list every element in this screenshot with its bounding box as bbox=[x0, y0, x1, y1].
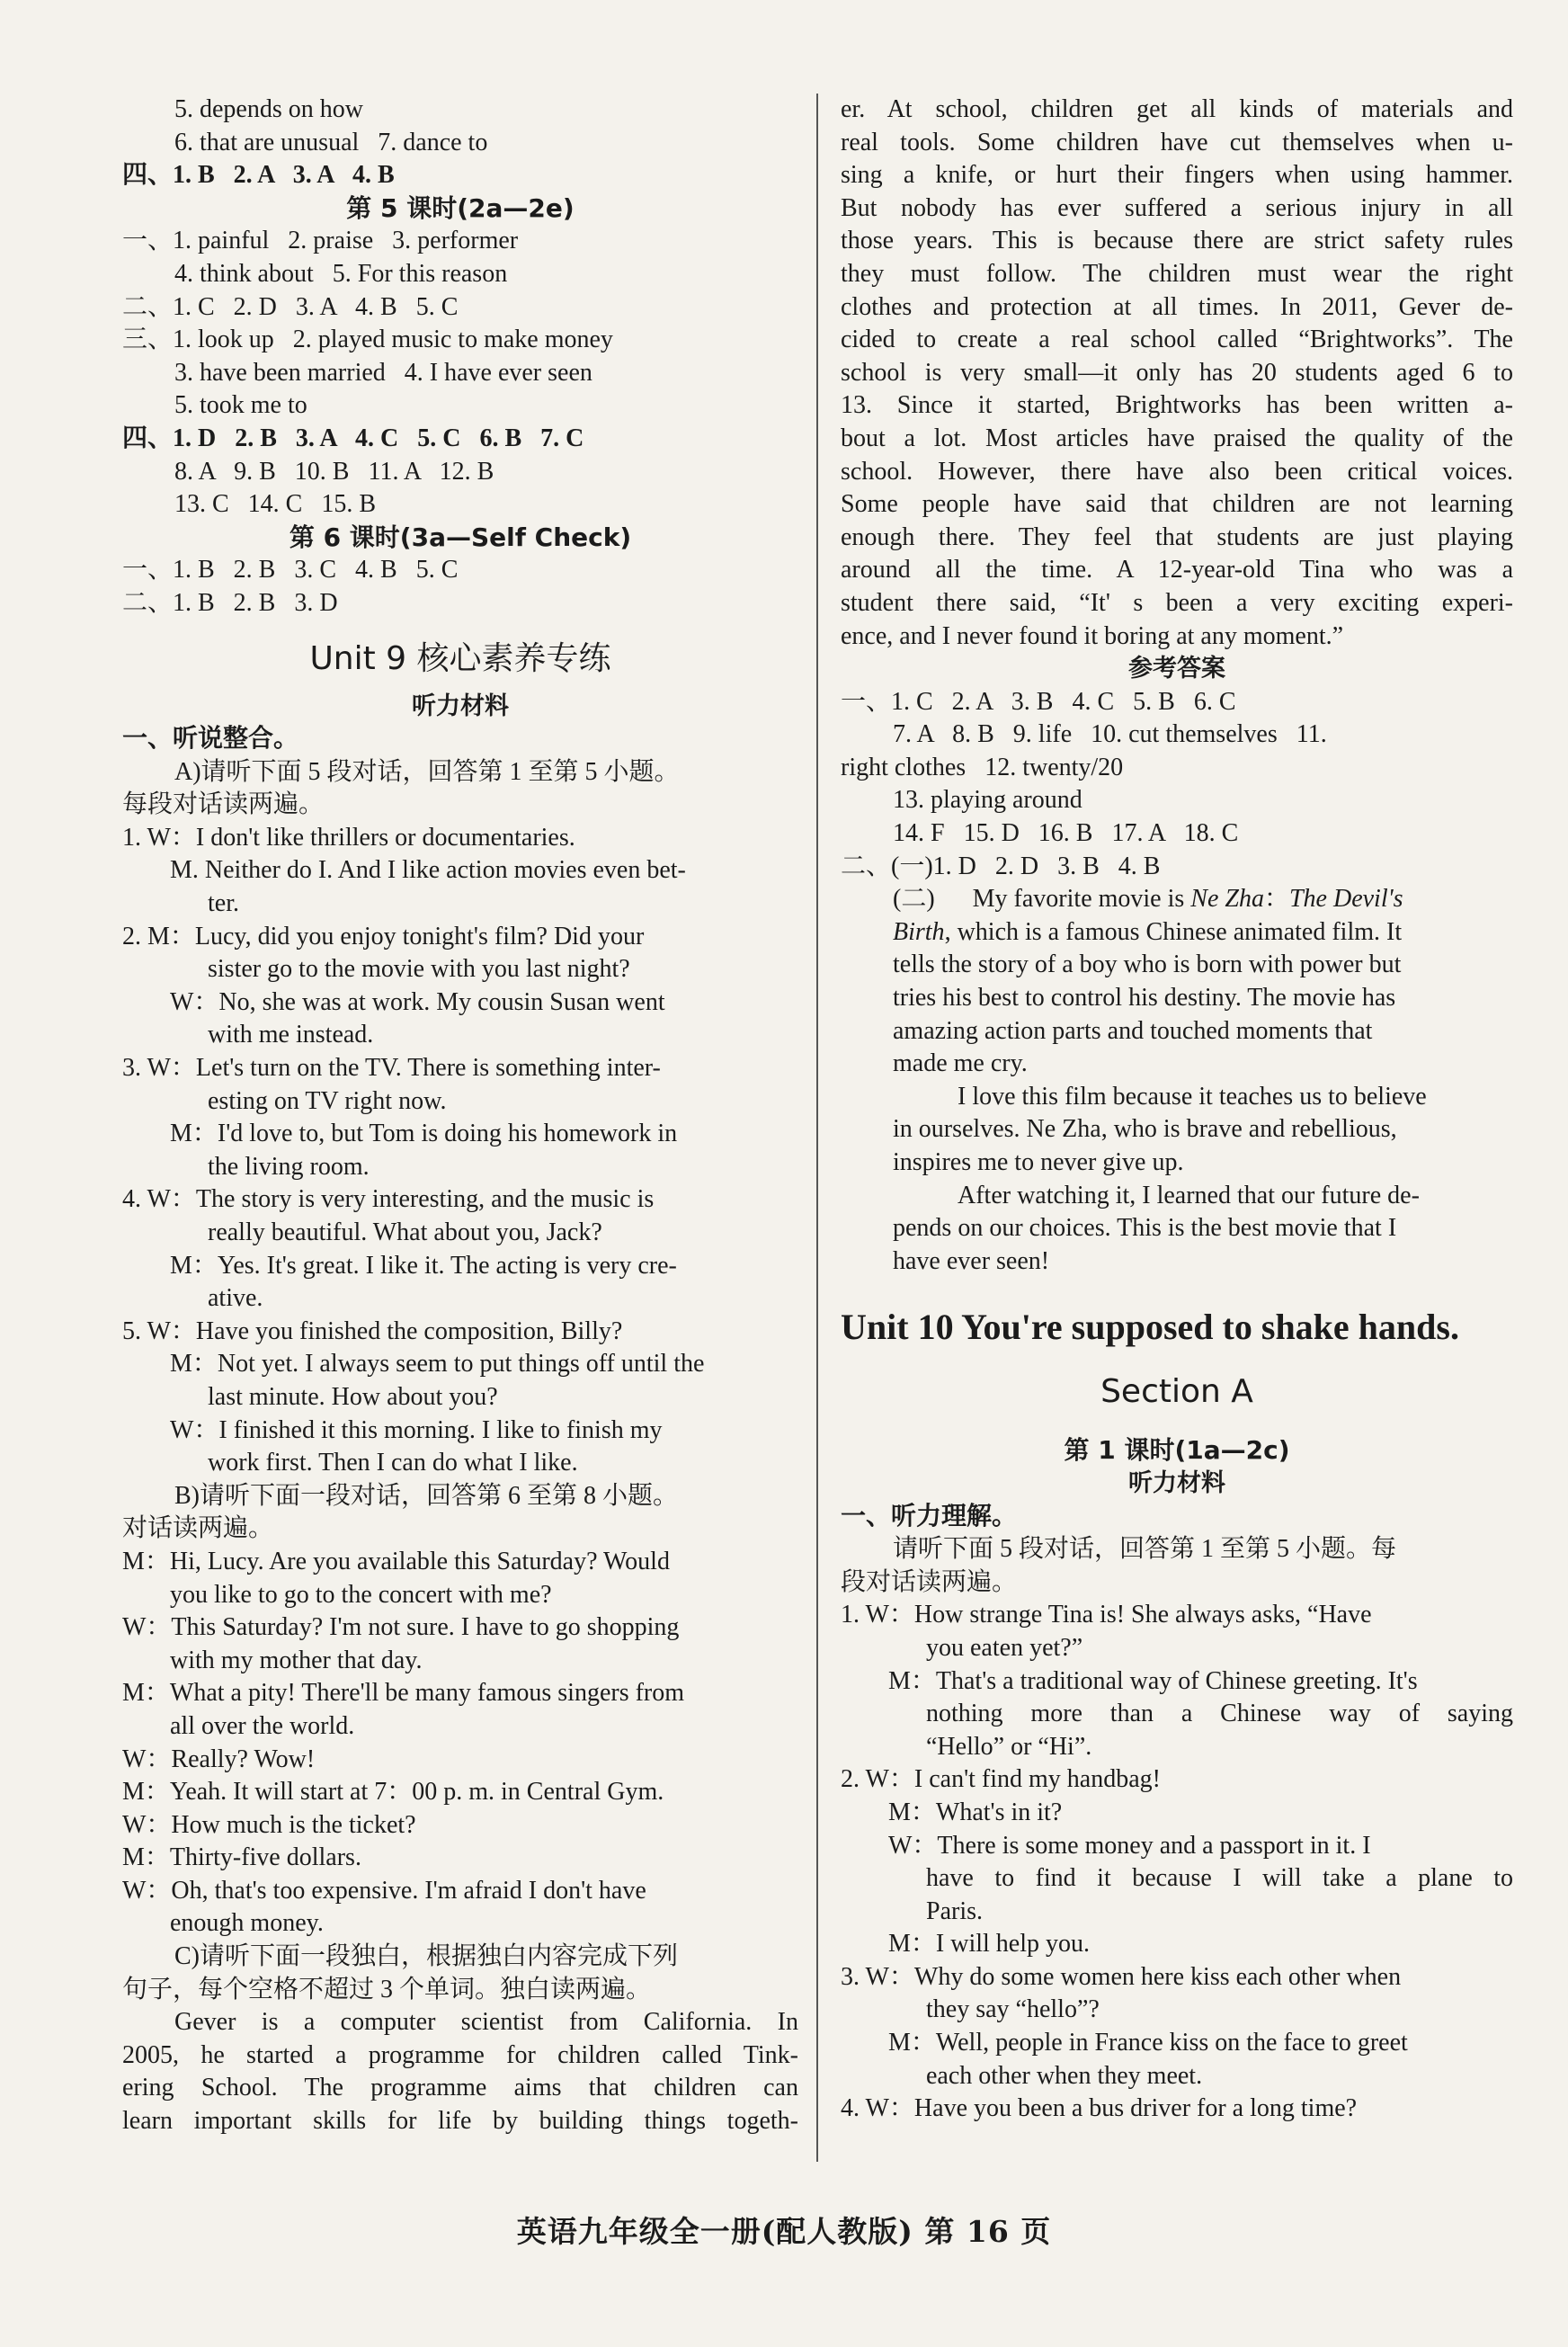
essay-line: pends on our choices. This is the best movie that I bbox=[893, 1214, 1397, 1243]
monologue-line: bout a lot. Most articles have praised the quality of the bbox=[841, 424, 1513, 452]
dialogue-line: M：Thirty-five dollars. bbox=[122, 1843, 361, 1872]
essay-line: have ever seen! bbox=[893, 1246, 1050, 1275]
monologue-line: ering School. The programme aims that children can bbox=[122, 2074, 798, 2102]
essay-label: (二) bbox=[893, 885, 935, 914]
dialogue-line: 1. W：I don't like thrillers or documentaries. bbox=[122, 823, 575, 852]
monologue-line: student there said, “It' s been a very exciting experi- bbox=[841, 588, 1513, 617]
dialogue-line: you like to go to the concert with me? bbox=[170, 1580, 552, 1609]
dialogue-line: M. Neither do I. And I like action movies even bet- bbox=[170, 856, 686, 885]
answer-line: 13. playing around bbox=[893, 786, 1082, 815]
answer-line: 13. C 14. C 15. B bbox=[174, 490, 377, 519]
monologue-line: 13. Since it started, Brightworks has been written a- bbox=[841, 391, 1513, 420]
dialogue-line: 2. M：Lucy, did you enjoy tonight's film? Did your bbox=[122, 922, 645, 950]
dialogue-line: W：No, she was at work. My cousin Susan went bbox=[170, 987, 665, 1016]
dialogue-line: really beautiful. What about you, Jack? bbox=[208, 1218, 602, 1246]
essay-line: I love this film because it teaches us to believe bbox=[958, 1082, 1427, 1111]
monologue-line: sing a knife, or hurt their fingers when using hammer. bbox=[841, 161, 1513, 190]
monologue-line: 2005, he started a programme for children called Tink- bbox=[122, 2040, 798, 2069]
dialogue-line: sister go to the movie with you last night? bbox=[208, 955, 630, 984]
instruction-line: B)请听下面一段对话，回答第 6 至第 8 小题。 bbox=[174, 1481, 679, 1510]
section-a-title: Section A bbox=[1100, 1373, 1253, 1411]
listening-material-heading: 听力材料 bbox=[1128, 1468, 1225, 1497]
listening-material-heading: 听力材料 bbox=[412, 692, 509, 720]
movie-subtitle-end: Birth bbox=[893, 917, 945, 946]
dialogue-line: with my mother that day. bbox=[170, 1646, 423, 1674]
dialogue-line: enough money. bbox=[170, 1909, 324, 1938]
dialogue-line: M：Well, people in France kiss on the face to greet bbox=[888, 2029, 1408, 2057]
dialogue-line: M：Yes. It's great. I like it. The acting is very cre- bbox=[170, 1251, 677, 1280]
answer-line: 一、1. C 2. A 3. B 4. C 5. B 6. C bbox=[841, 687, 1236, 716]
dialogue-line: 3. W：Let's turn on the TV. There is something inter- bbox=[122, 1054, 661, 1083]
essay-line: in ourselves. Ne Zha, who is brave and rebellious, bbox=[893, 1115, 1397, 1144]
unit-9-title: Unit 9 核心素养专练 bbox=[309, 639, 611, 677]
essay-line: made me cry. bbox=[893, 1049, 1028, 1078]
dialogue-line: with me instead. bbox=[208, 1021, 374, 1049]
dialogue-line: 4. W：Have you been a bus driver for a long time? bbox=[841, 2094, 1358, 2123]
dialogue-line: W：I finished it this morning. I like to finish my bbox=[170, 1415, 663, 1444]
answer-line: 5. took me to bbox=[174, 391, 307, 420]
answer-line: 4. think about 5. For this reason bbox=[174, 259, 508, 288]
monologue-line: enough there. They feel that students are just playing bbox=[841, 522, 1513, 551]
dialogue-line: work first. Then I can do what I like. bbox=[208, 1449, 578, 1477]
monologue-line: those years. This is because there are strict safety rules bbox=[841, 227, 1513, 255]
essay-line bbox=[841, 916, 1513, 950]
instruction-line: 句子，每个空格不超过 3 个单词。独白读两遍。 bbox=[122, 1975, 652, 2003]
part-1-title: 一、听说整合。 bbox=[122, 725, 299, 754]
dialogue-line: “Hello” or “Hi”. bbox=[926, 1732, 1092, 1761]
dialogue-line: 2. W：I can't find my handbag! bbox=[841, 1765, 1161, 1794]
answer-line: 6. that are unusual 7. dance to bbox=[174, 128, 488, 156]
answer-line: 14. F 15. D 16. B 17. A 18. C bbox=[893, 819, 1239, 848]
unit-10-title: Unit 10 You're supposed to shake hands. bbox=[841, 1307, 1459, 1348]
dialogue-line: W：There is some money and a passport in it. I bbox=[888, 1831, 1371, 1860]
dialogue-line: W：Really? Wow! bbox=[122, 1745, 316, 1773]
dialogue-line: W：Oh, that's too expensive. I'm afraid I don't have bbox=[122, 1876, 646, 1905]
answer-line: 8. A 9. B 10. B 11. A 12. B bbox=[174, 457, 494, 486]
dialogue-line: M：Not yet. I always seem to put things off until the bbox=[170, 1350, 705, 1379]
essay-line bbox=[841, 883, 1513, 916]
monologue-line: Gever is a computer scientist from California. In bbox=[174, 2008, 798, 2037]
instruction-line: 段对话读两遍。 bbox=[841, 1567, 1018, 1596]
monologue-line: Some people have said that children are not learning bbox=[841, 490, 1513, 519]
essay-line: tells the story of a boy who is born with power but bbox=[893, 950, 1402, 979]
monologue-line: real tools. Some children have cut themselves when u- bbox=[841, 128, 1513, 156]
dialogue-line: Paris. bbox=[926, 1896, 983, 1925]
lesson-6-title: 第 6 课时(3a—Self Check) bbox=[289, 522, 632, 552]
dialogue-line: 3. W：Why do some women here kiss each other when bbox=[841, 1962, 1402, 1991]
answer-line: 一、1. painful 2. praise 3. performer bbox=[122, 227, 519, 255]
dialogue-line: M：What a pity! There'll be many famous singers from bbox=[122, 1679, 685, 1708]
dialogue-line: M：I'd love to, but Tom is doing his homework in bbox=[170, 1120, 678, 1148]
movie-colon: ： bbox=[1263, 885, 1289, 914]
answer-line: 5. depends on how bbox=[174, 95, 363, 123]
dialogue-line: the living room. bbox=[208, 1152, 370, 1181]
monologue-line: clothes and protection at all times. In 2011, Gever de- bbox=[841, 292, 1513, 321]
essay-text: , which is a famous Chinese animated film. It bbox=[944, 917, 1403, 946]
monologue-line: school is very small—it only has 20 students aged 6 to bbox=[841, 358, 1513, 387]
instruction-line: 对话读两遍。 bbox=[122, 1514, 274, 1543]
column-divider bbox=[816, 94, 818, 2162]
dialogue-line: you eaten yet?” bbox=[926, 1633, 1083, 1662]
essay-line: tries his best to control his destiny. The movie has bbox=[893, 984, 1396, 1013]
monologue-line: But nobody has ever suffered a serious injury in all bbox=[841, 193, 1513, 222]
lesson-1-title: 第 1 课时(1a—2c) bbox=[1064, 1435, 1290, 1466]
lesson-5-title: 第 5 课时(2a—2e) bbox=[346, 192, 575, 223]
answer-line: 二、(一)1. D 2. D 3. B 4. B bbox=[841, 852, 1161, 880]
part-1-title: 一、听力理解。 bbox=[841, 1502, 1018, 1530]
answer-line: 四、1. B 2. A 3. A 4. B bbox=[122, 161, 395, 190]
monologue-line: around all the time. A 12-year-old Tina who was a bbox=[841, 556, 1513, 585]
answer-line: right clothes 12. twenty/20 bbox=[841, 753, 1124, 781]
monologue-line: they must follow. The children must wear the right bbox=[841, 259, 1513, 288]
answer-line: 3. have been married 4. I have ever seen bbox=[174, 358, 592, 387]
movie-title: Ne Zha bbox=[1190, 885, 1264, 914]
instruction-line: 每段对话读两遍。 bbox=[122, 790, 325, 819]
dialogue-line: ative. bbox=[208, 1284, 263, 1313]
instruction-line: C)请听下面一段独白，根据独白内容完成下列 bbox=[174, 1942, 679, 1971]
dialogue-line: W：This Saturday? I'm not sure. I have to go shopping bbox=[122, 1613, 680, 1642]
dialogue-line: W：How much is the ticket? bbox=[122, 1810, 416, 1839]
left-column bbox=[122, 94, 798, 2138]
monologue-line: cided to create a real school called “Brightworks”. The bbox=[841, 326, 1513, 354]
dialogue-line: 5. W：Have you finished the composition, Billy? bbox=[122, 1316, 623, 1345]
dialogue-line: each other when they meet. bbox=[926, 2061, 1203, 2090]
dialogue-line: 1. W：How strange Tina is! She always asks, “Have bbox=[841, 1601, 1372, 1629]
right-column bbox=[841, 94, 1513, 2126]
movie-subtitle: The Devil's bbox=[1288, 885, 1403, 914]
answer-line: 二、1. C 2. D 3. A 4. B 5. C bbox=[122, 292, 459, 321]
dialogue-line: M：Hi, Lucy. Are you available this Saturday? Would bbox=[122, 1547, 670, 1575]
dialogue-line: M：What's in it? bbox=[888, 1798, 1063, 1826]
monologue-line: school. However, there have also been critical voices. bbox=[841, 457, 1513, 486]
monologue-line: learn important skills for life by building things togeth- bbox=[122, 2107, 798, 2136]
essay-line: inspires me to never give up. bbox=[893, 1148, 1184, 1176]
answer-line: 四、1. D 2. B 3. A 4. C 5. C 6. B 7. C bbox=[122, 424, 584, 452]
dialogue-line: M：Yeah. It will start at 7：00 p. m. in Central Gym. bbox=[122, 1778, 664, 1807]
dialogue-line: M：I will help you. bbox=[888, 1930, 1090, 1959]
monologue-line: ence, and I never found it boring at any moment.” bbox=[841, 621, 1344, 650]
instruction-line: 请听下面 5 段对话，回答第 1 至第 5 小题。每 bbox=[893, 1535, 1397, 1564]
dialogue-line: 4. W：The story is very interesting, and the music is bbox=[122, 1185, 655, 1214]
page-footer: 英语九年级全一册(配人教版) 第 16 页 bbox=[516, 2214, 1052, 2249]
instruction-line: A)请听下面 5 段对话，回答第 1 至第 5 小题。 bbox=[174, 757, 680, 786]
dialogue-line: M：That's a traditional way of Chinese greeting. It's bbox=[888, 1666, 1418, 1695]
dialogue-line: have to find it because I will take a plane to bbox=[926, 1864, 1513, 1893]
essay-line: amazing action parts and touched moments that bbox=[893, 1016, 1373, 1045]
answer-line: 7. A 8. B 9. life 10. cut themselves 11. bbox=[893, 720, 1327, 749]
answer-key-heading: 参考答案 bbox=[1128, 655, 1225, 683]
dialogue-line: esting on TV right now. bbox=[208, 1086, 447, 1115]
monologue-line: er. At school, children get all kinds of materials and bbox=[841, 95, 1513, 123]
dialogue-line: nothing more than a Chinese way of saying bbox=[926, 1700, 1513, 1728]
dialogue-line: they say “hello”? bbox=[926, 1995, 1100, 2024]
essay-intro: My favorite movie is bbox=[972, 885, 1191, 914]
dialogue-line: all over the world. bbox=[170, 1711, 355, 1740]
essay-line: After watching it, I learned that our future de- bbox=[958, 1181, 1420, 1209]
dialogue-line: last minute. How about you? bbox=[208, 1382, 498, 1411]
dialogue-line: ter. bbox=[208, 889, 239, 918]
answer-line: 二、1. B 2. B 3. D bbox=[122, 588, 338, 617]
answer-line: 一、1. B 2. B 3. C 4. B 5. C bbox=[122, 556, 459, 585]
answer-line: 三、1. look up 2. played music to make money bbox=[122, 326, 613, 354]
